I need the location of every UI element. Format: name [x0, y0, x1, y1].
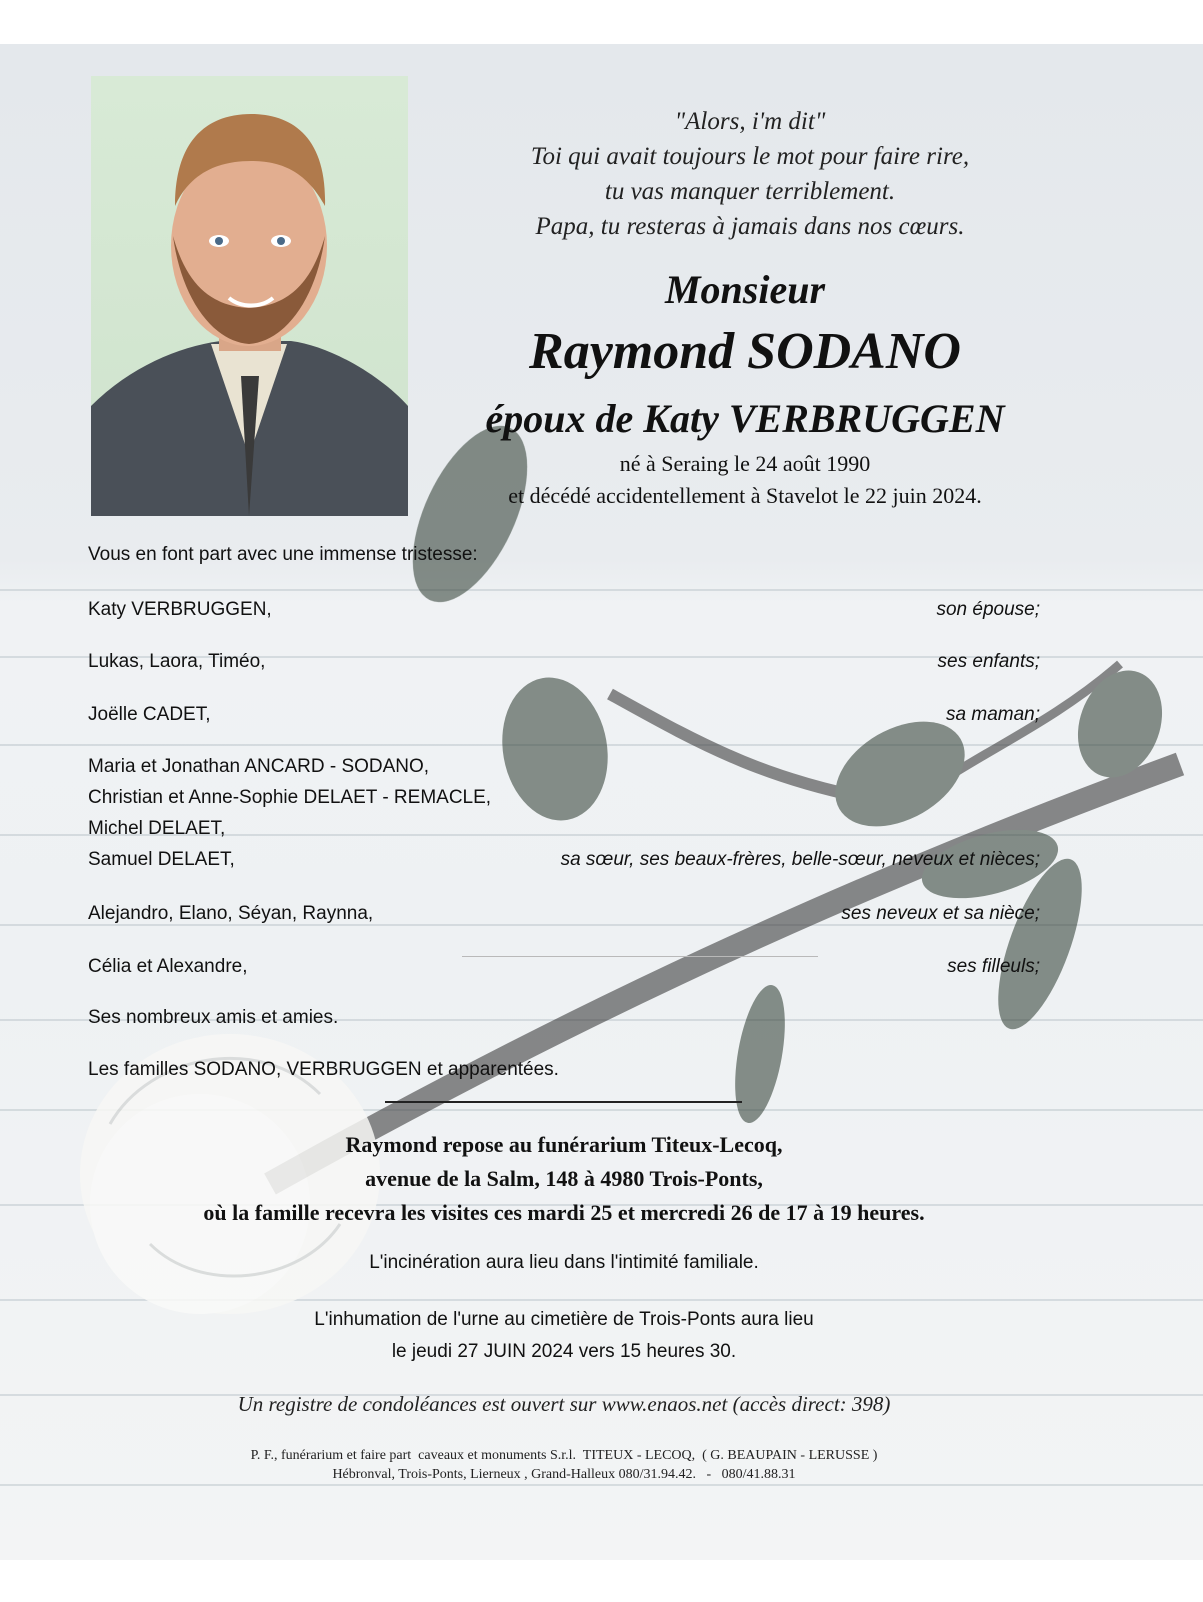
wake-line: où la famille recevra les visites ces mardi 25 et mercredi 26 de 17 à 19 heures. [203, 1200, 925, 1225]
mourner-name: Joëlle CADET, [88, 704, 211, 725]
quote-line: Toi qui avait toujours le mot pour faire rire, [530, 143, 970, 170]
condolence-register: Un registre de condoléances est ouvert sur www.enaos.net (accès direct: 398) [237, 1392, 891, 1416]
mourner-entry [88, 646, 1040, 677]
mourner-name: Christian et Anne-Sophie DELAET - REMACLE, [88, 787, 492, 808]
burial-line: L'inhumation de l'urne au cimetière de Trois-Ponts aura lieu [314, 1309, 814, 1330]
mourner-name: Katy VERBRUGGEN, [88, 599, 272, 620]
mourner-relation: sa sœur, ses beaux-frères, belle-sœur, neveux et nièces; [560, 849, 1040, 870]
cremation-line: L'incinération aura lieu dans l'intimité familiale. [369, 1252, 759, 1273]
birth-line: né à Seraing le 24 août 1990 [619, 451, 871, 476]
mourner-relation: son épouse; [936, 599, 1040, 620]
mourner-name: Alejandro, Elano, Séyan, Raynna, [88, 903, 374, 924]
mourner-name: Maria et Jonathan ANCARD - SODANO, [88, 756, 430, 777]
wake-line: avenue de la Salm, 148 à 4980 Trois-Ponts, [365, 1166, 763, 1191]
wake-line: Raymond repose au funérarium Titeux-Lecoq, [345, 1132, 783, 1157]
footer-line: P. F., funérarium et faire part caveaux et monuments S.r.l. TITEUX - LECOQ, ( G. BEAUPAIN - LERUSSE ) [250, 1448, 878, 1463]
families-line: Les familles SODANO, VERBRUGGEN et apparentées. [88, 1059, 559, 1080]
mourner-relation: sa maman; [946, 704, 1040, 725]
mourner-entry [88, 898, 1040, 929]
mourner-name: Michel DELAET, [88, 818, 226, 839]
epitaph-quote [440, 104, 1060, 244]
divider [385, 1101, 742, 1103]
mourner-name: Samuel DELAET, [88, 849, 235, 870]
mourner-entry [88, 594, 1040, 625]
mourner-entry [88, 699, 1040, 730]
mourner-relation: ses enfants; [937, 651, 1040, 672]
wake-information [100, 1128, 1028, 1230]
spouse-line: époux de Katy VERBRUGGEN [485, 396, 1005, 441]
divider-thin [462, 956, 818, 957]
quote-line: "Alors, i'm dit" [674, 108, 826, 135]
death-line: et décédé accidentellement à Stavelot le 22 juin 2024. [508, 483, 982, 508]
deceased-name: Raymond SODANO [529, 323, 961, 380]
mourner-entry [88, 751, 1040, 875]
honorific: Monsieur [664, 267, 826, 312]
footer-line: Hébronval, Trois-Ponts, Lierneux , Grand-Halleux 080/31.94.42. - 080/41.88.31 [332, 1467, 796, 1482]
burial-notice [100, 1304, 1028, 1368]
mourner-name: Lukas, Laora, Timéo, [88, 651, 266, 672]
mourner-relation: ses neveux et sa nièce; [841, 903, 1040, 924]
funeral-home-footer [100, 1446, 1028, 1484]
mourner-relation: ses filleuls; [947, 956, 1040, 977]
friends-line: Ses nombreux amis et amies. [88, 1007, 339, 1028]
portrait-photo [91, 76, 408, 516]
quote-line: Papa, tu resteras à jamais dans nos cœurs. [535, 213, 965, 240]
announcement-intro: Vous en font part avec une immense tristesse: [88, 544, 478, 565]
birth-death-dates [420, 448, 1070, 512]
quote-line: tu vas manquer terriblement. [604, 178, 896, 205]
mourner-name: Célia et Alexandre, [88, 956, 248, 977]
burial-line: le jeudi 27 JUIN 2024 vers 15 heures 30. [391, 1341, 737, 1362]
cremation-notice [100, 1247, 1028, 1279]
